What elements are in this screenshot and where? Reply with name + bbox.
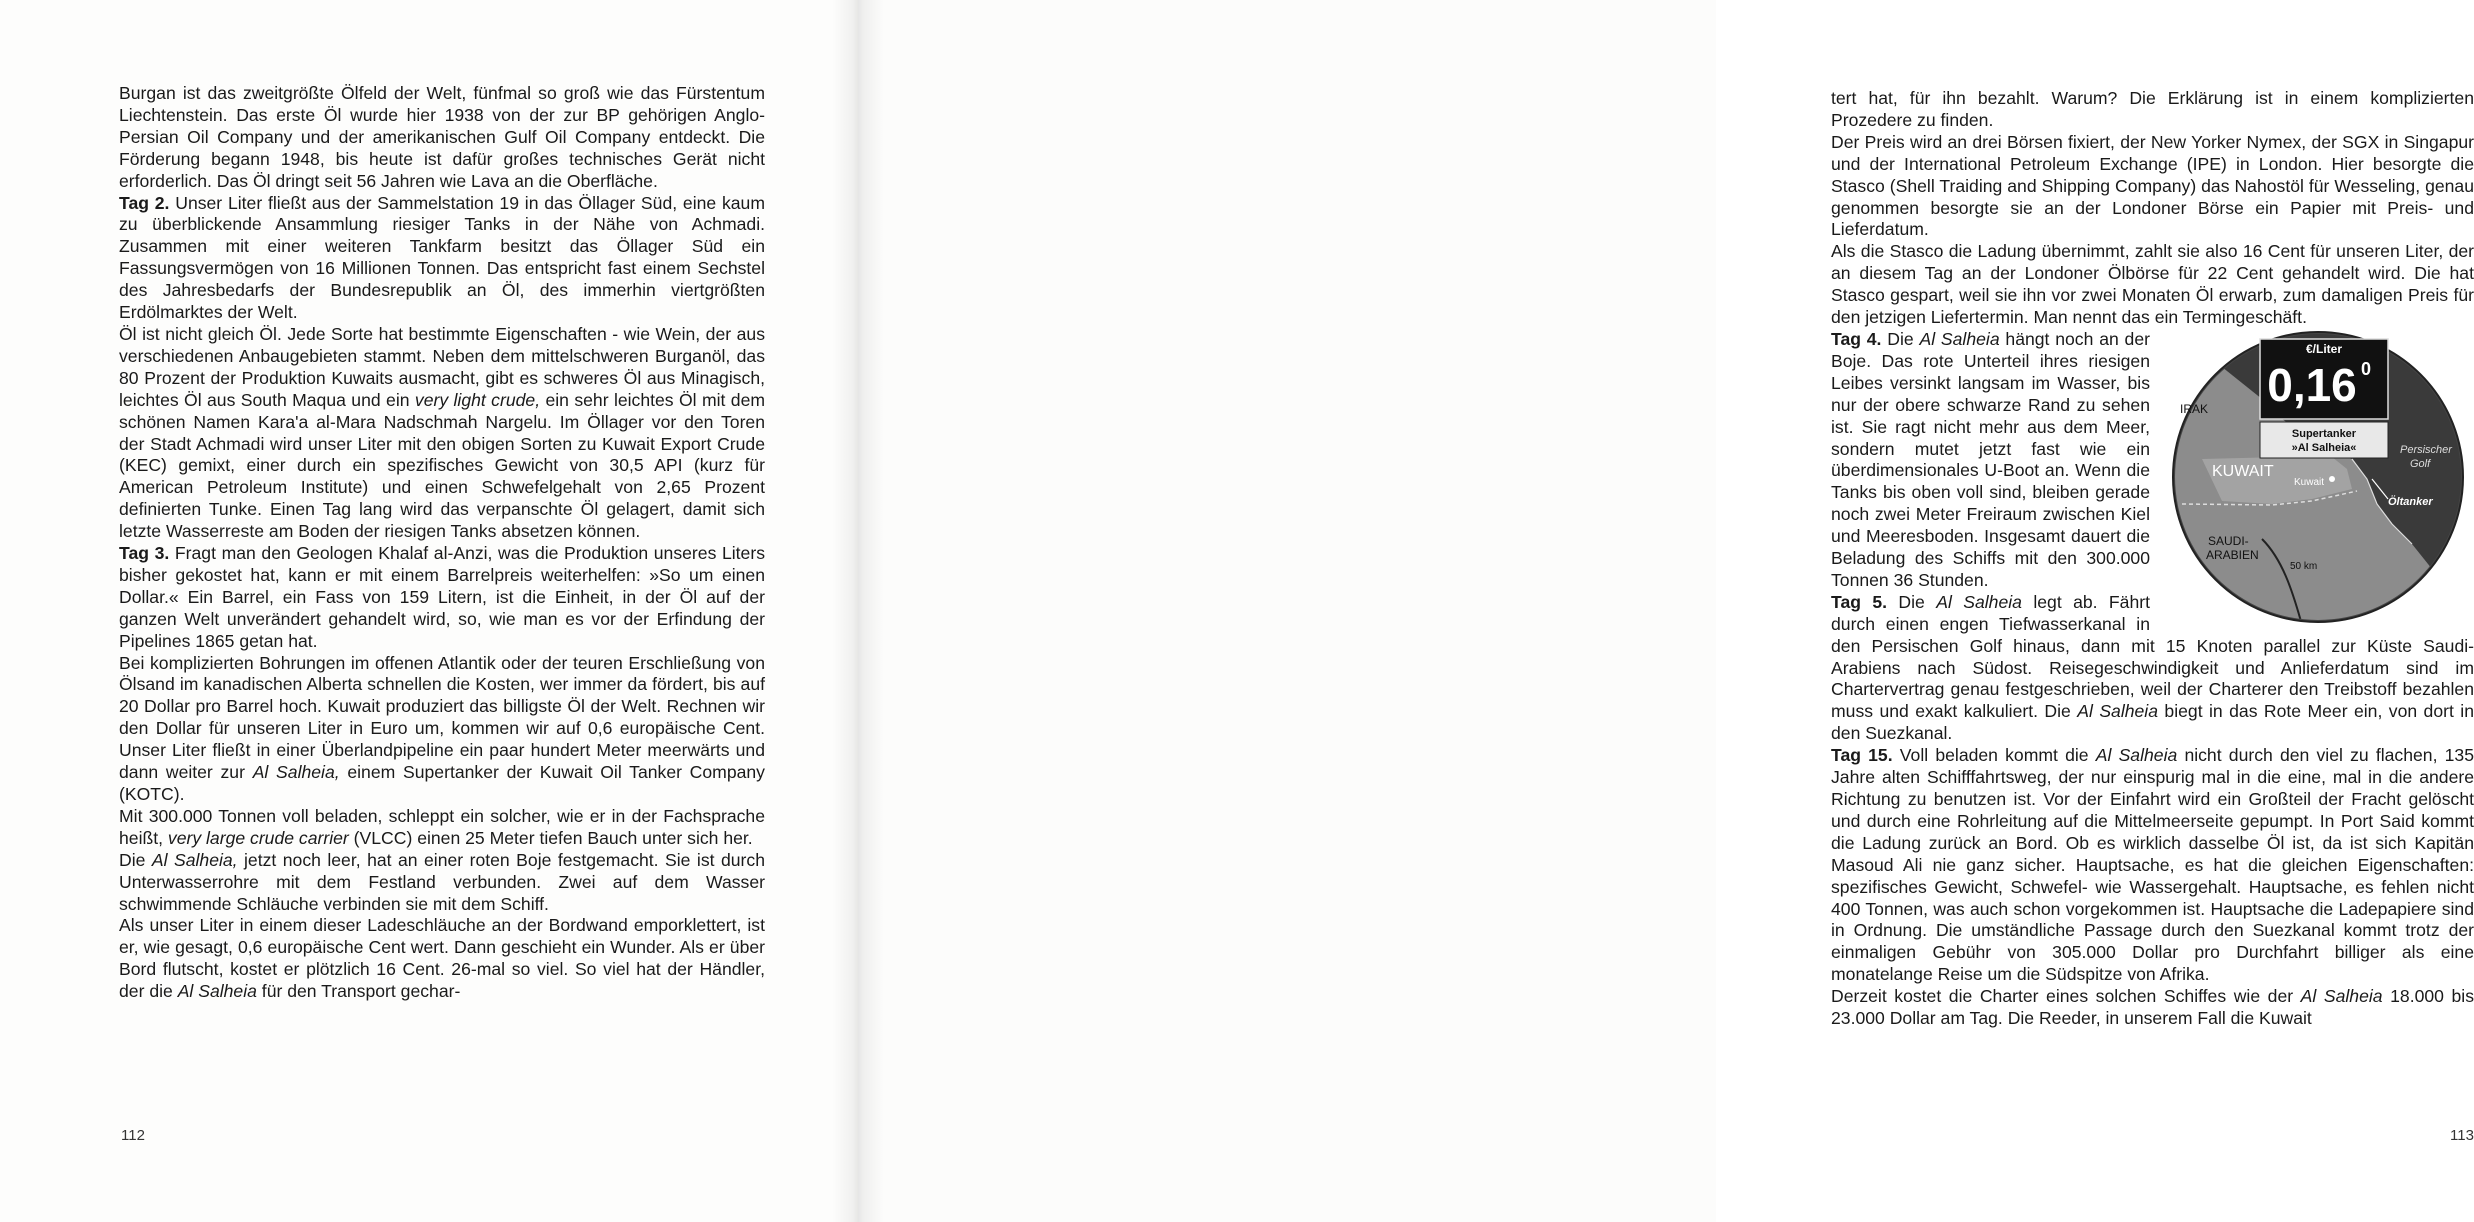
ship-label-line2: »Al Salheia« — [2291, 441, 2357, 454]
day-heading: Tag 15. — [1831, 745, 1893, 766]
paragraph-wunder: Als unser Liter in einem dieser Ladeschläuche an der Bordwand emporklettert, ist er, wie gesagt, 0,6 europäische Cent wert. Dann geschieht ein Wunder. Als er über Bord flutscht, kostet er plötzlich 16 Cent. 26-mal so viel. So viel hat der Händler, der die Al Salheia für den Transport gechar- — [119, 915, 765, 1002]
label-irak: IRAK — [2180, 401, 2209, 416]
right-page — [858, 0, 2474, 1222]
label-tanker: Öltanker — [2388, 495, 2433, 508]
ship-label-line1: Supertanker — [2291, 427, 2357, 440]
left-text-column — [119, 83, 765, 1003]
paragraph-oil-types: Öl ist nicht gleich Öl. Jede Sorte hat bestimmte Eigenschaften - wie Wein, der aus verschiedenen Anbaugebieten stammt. Neben dem mittelschweren Burganöl, das 80 Prozent der Produktion Kuwaits ausmacht, gibt es schweres Öl aus Minagisch, leichtes Öl aus South Maqua und ein very light crude, ein sehr leichtes Öl mit dem schönen Namen Kara'a al-Mara Nadschmah Nargelu. Im Öllager vor den Toren der Stadt Achmadi wird unser Liter mit den obigen Sorten zu Kuwait Export Crude (KEC) gemixt, einer durch ein spezifisches Gewicht von 30,5 API (kurz für American Petroleum Institute) und einen Schwefelgehalt von 2,65 Prozent definierten Tunke. Einen Tag lang wird das verpanschte Öl gelagert, damit sich letzte Wasserreste am Boden der riesigen Tanks absetzen können. — [119, 323, 766, 542]
paragraph-costs: Bei komplizierten Bohrungen im offenen Atlantik oder der teuren Erschließung von Ölsand im kanadischen Alberta schnellen die Kosten, wer immer da fördert, bis auf 20 Dollar pro Barrel hoch. Kuwait produziert das billigste Öl der Welt. Rechnen wir den Dollar für unseren Liter in Euro um, kommen wir auf 0,6 europäische Cent. Unser Liter fließt in einer Überlandpipeline ein paar hundert Meter meerwärts und dann weiter zur Al Salheia, einem Supertanker der Kuwait Oil Tanker Company (KOTC). — [119, 652, 765, 804]
paragraph-tag-3: Tag 3. Fragt man den Geologen Khalaf al-Anzi, was die Produktion unseres Liters bisher gekostet hat, kann er mit einem Barrelpreis weiterhelfen: »So um einen Dollar.« Ein Barrel, ein Fass von 159 Litern, ist die Einheit, in der Öl auf der ganzen Welt unverändert gehandelt wird, so, wie man es vor der Erfindung der Pipelines 1865 getan hat. — [119, 543, 766, 651]
price-map-figure — [2162, 329, 2474, 625]
price-sup: 0 — [2360, 358, 2372, 379]
paragraph-termingeschaeft: Als die Stasco die Ladung übernimmt, zahlt sie also 16 Cent für unseren Liter, der an diesem Tag an der Londoner Ölbörse für 22 Cent gehandelt wird. Die hat Stasco gespart, weil sie ihn vor zwei Monaten Öl erwarb, zum damaligen Preis für den jetzigen Liefertermin. Man nennt das ein Termingeschäft. — [1831, 241, 2474, 328]
label-saudi-2: ARABIEN — [2206, 547, 2259, 562]
book-gutter — [832, 0, 884, 1222]
day-heading: Tag 2. — [119, 192, 170, 213]
price-value: 0,16 — [2267, 358, 2357, 411]
day-heading: Tag 3. — [119, 543, 170, 564]
paragraph-tag-5: Tag 5. Die Al Salheia legt ab. Fährt durch einen engen Tiefwasserkanal in den Persischen Golf hinaus, dann mit 15 Knoten parallel zur Küste Saudi-Arabiens nach Südost. Reisegeschwindigkeit und Anlieferdatum sind im Chartervertrag genau festgeschrieben, weil der Charterer den Treibstoff bezahlen muss und exakt kalkuliert. Die Al Salheia biegt in das Rote Meer ein, von dort in den Suezkanal. — [1831, 591, 2474, 744]
paragraph-prozedere: tert hat, für ihn bezahlt. Warum? Die Erklärung ist in einem komplizierten Prozedere zu finden. — [1831, 88, 2474, 130]
label-scale: 50 km — [2290, 560, 2318, 572]
paragraph-charter: Derzeit kostet die Charter eines solchen Schiffes wie der Al Salheia 18.000 bis 23.000 Dollar am Tag. Die Reeder, in unserem Fall die Kuwait — [1831, 986, 2474, 1029]
paragraph-boje: Die Al Salheia, jetzt noch leer, hat an einer roten Boje festgemacht. Sie ist durch Unterwasserrohre mit dem Festland verbunden. Zwei auf dem Wasser schwimmende Schläuche verbinden sie mit dem Schiff. — [119, 849, 765, 914]
paragraph-tag-2: Tag 2. Unser Liter fließt aus der Sammelstation 19 in das Öllager Süd, eine kaum zu überblickende Ansammlung riesiger Tanks in der Nähe von Achmadi. Zusammen mit einer weiteren Tankfarm besitzt das Öllager Süd ein Fassungsvermögen von 16 Millionen Tonnen. Das entspricht fast einem Sechstel des Jahresbedarfs der Bundesrepublik an Öl, des immerhin viertgrößten Erdölmarktes der Welt. — [119, 192, 765, 323]
page-number-left: 112 — [121, 1127, 145, 1144]
day-heading: Tag 4. — [1831, 328, 1882, 349]
paragraph-tag-4: Tag 4. Die Al Salheia hängt noch an der Boje. Das rote Unterteil ihres riesigen Leibes versinkt langsam im Wasser, bis nur der obere schwarze Rand zu sehen ist. Sie ragt nicht mehr aus dem Meer, sondern mutet jetzt fast wie ein überdimensionales U-Boot an. Wenn die Tanks bis oben voll sind, bleiben gerade noch zwei Meter Freiraum zwischen Kiel und Meeresboden. Insgesamt dauert die Beladung des Schiffs mit den 300.000 Tonnen 36 Stunden. — [1831, 328, 2150, 590]
label-saudi-1: SAUDI- — [2208, 533, 2249, 548]
map-figure-container — [2162, 329, 2474, 625]
day-heading: Tag 5. — [1831, 591, 1888, 612]
label-gulf-1: Persischer — [2400, 443, 2452, 456]
label-gulf-2: Golf — [2410, 457, 2431, 470]
paragraph-burgan: Burgan ist das zweitgrößte Ölfeld der Welt, fünfmal so groß wie das Fürstentum Liechtenstein. Das erste Öl wurde hier 1938 von der zur BP gehörigen Anglo-Persian Oil Company und der amerikanischen Gulf Oil Company entdeckt. Die Förderung begann 1948, bis heute ist dafür großes technisches Gerät nicht erforderlich. Das Öl dringt seit 56 Jahren wie Lava an die Oberfläche. — [119, 83, 765, 191]
label-kuwait-city: Kuwait — [2293, 476, 2324, 488]
paragraph-vlcc: Mit 300.000 Tonnen voll beladen, schleppt ein solcher, wie er in der Fachsprache heißt, very large crude carrier (VLCC) einen 25 Meter tiefen Bauch unter sich her. — [119, 805, 765, 848]
kuwait-city-dot — [2329, 476, 2335, 482]
paragraph-tag-15: Tag 15. Voll beladen kommt die Al Salheia nicht durch den viel zu flachen, 135 Jahre alten Schifffahrtsweg, der nur einspurig mal in die eine, mal in die andere Richtung zu benutzen ist. Vor der Einfahrt wird ein Großteil der Fracht gelöscht und durch eine Rohrleitung auf die Mittelmeerseite gepumpt. In Port Said kommt die Ladung zurück an Bord. Ob es wirklich dasselbe Öl ist, da ist sich Kapitän Masoud Ali nie ganz sicher. Hauptsache, es hat die gleichen Eigenschaften: spezifisches Gewicht, Schwefel- wie Wassergehalt. Hauptsache, es fehlen nicht 400 Tonnen, was auch schon vorgekommen ist. Hauptsache die Ladepapiere sind in Ordnung. Die umständliche Passage durch den Suezkanal kommt trotz der einmaligen Gebühr von 305.000 Dollar pro Durchfahrt billiger als eine monatelange Reise um die Südspitze von Afrika. — [1831, 745, 2474, 985]
label-kuwait: KUWAIT — [2212, 462, 2274, 480]
page-number-right: 113 — [2450, 1127, 2474, 1144]
paragraph-boersen: Der Preis wird an drei Börsen fixiert, der New Yorker Nymex, der SGX in Singapur und der International Petroleum Exchange (IPE) in London. Hier besorgte die Stasco (Shell Traiding and Shipping Company) das Nahostöl für Wesseling, genau genommen besorgte sie an der Londoner Börse ein Papier mit Preis- und Lieferdatum. — [1831, 131, 2474, 240]
right-text-column — [1831, 88, 2474, 1030]
price-header: €/Liter — [2305, 341, 2343, 356]
left-page — [0, 0, 858, 1222]
